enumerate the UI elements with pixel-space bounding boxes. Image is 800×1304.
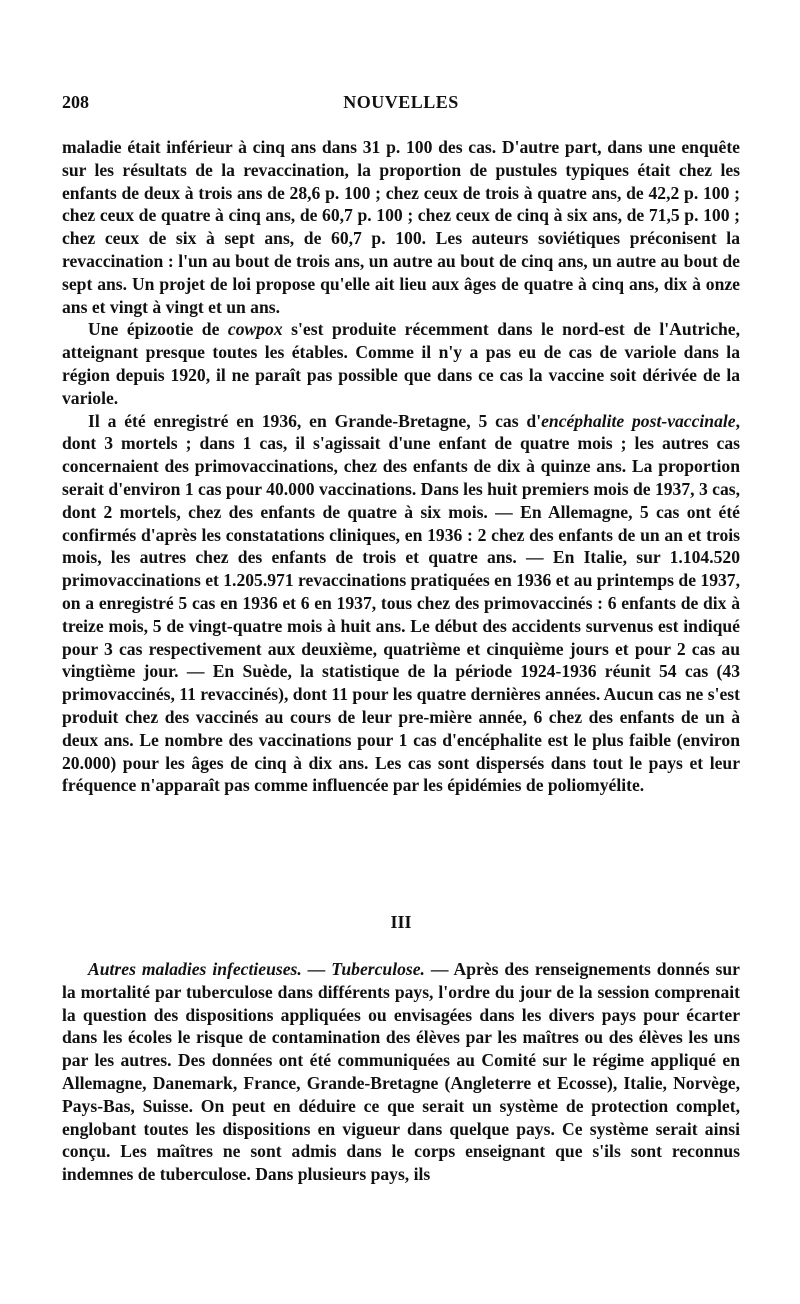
text-run: Une épizootie de bbox=[88, 319, 228, 340]
page-number: 208 bbox=[62, 92, 89, 112]
text-run: s'est produite récemment dans le nord-est de l'Autriche, atteignant presque toutes les étables. Comme il n'y a pas eu de cas de variole dans la région depuis 1920, il ne paraît pas possible que dans ce cas la vaccine soit dérivée de la variole. bbox=[62, 319, 741, 408]
text-run-italic: encéphalite post-vaccinale bbox=[541, 410, 736, 431]
paragraph-revaccination bbox=[62, 136, 740, 318]
paragraph-tuberculose bbox=[62, 958, 740, 1186]
section-heading: III bbox=[390, 912, 412, 932]
running-title: NOUVELLES bbox=[343, 92, 459, 112]
paragraph-encephalite bbox=[62, 410, 740, 798]
text-run: , dont 3 mortels ; dans 1 cas, il s'agissait d'une enfant de quatre mois ; les autres cas concernaient des primovaccinations, chez des enfants de dix à quinze ans. La proportion serait d'environ 1 cas pour 40.000 vaccinations. Dans les huit premiers mois de 1937, 3 cas, dont 2 mortels, chez des enfants de quatre à six mois. — En Allemagne, 5 cas ont été confirmés d'après les constatations cliniques, en 1936 : 2 chez des enfants de un an et trois mois, les autres chez des enfants de trois et quatre ans. — En Italie, sur 1.104.520 primovaccinations et 1.205.971 revaccinations pratiquées en 1936 et au printemps de 1937, on a enregistré 5 cas en 1936 et 6 en 1937, tous chez des primovaccinés : 6 enfants de dix à treize mois, 5 de vingt-quatre mois à huit ans. Le début des accidents survenus est indiqué pour 3 cas respectivement aux deuxième, quatrième et cinquième jours et pour 2 cas au vingtième jour. — En Suède, la statistique de la période 1924-1936 réunit 54 cas (43 primovaccinés, 11 revaccinés), dont 11 pour les quatre dernières années. Aucun cas ne s'est produit chez des vaccinés au cours de leur pre-mière année, 6 chez des enfants de un à deux ans. Le nombre des vaccinations pour 1 cas d'encéphalite est le plus faible (environ 20.000) pour les âges de cinq à dix ans. Les cas sont dispersés dans tout le pays et leur fréquence n'apparaît pas comme influencée par les épidémies de poliomyélite. bbox=[62, 410, 741, 796]
text-run: maladie était inférieur à cinq ans dans 31 p. 100 des cas. D'autre part, dans une enquête sur les résultats de la revaccination, la proportion de pustules typiques était chez les enfants de deux à trois ans de 28,6 p. 100 ; chez ceux de trois à quatre ans, de 42,2 p. 100 ; chez ceux de quatre à cinq ans, de 60,7 p. 100 ; chez ceux de cinq à six ans, de 71,5 p. 100 ; chez ceux de six à sept ans, de 60,7 p. 100. Les auteurs soviétiques préconisent la revaccination : l'un au bout de trois ans, un autre au bout de cinq ans, un autre au bout de sept ans. Un projet de loi propose qu'elle ait lieu aux âges de quatre à cinq ans, dix à onze ans et vingt à vingt et un ans. bbox=[62, 137, 740, 317]
paragraph-cowpox bbox=[62, 318, 740, 409]
text-run-italic: Autres maladies infectieuses. — Tuberculose. bbox=[88, 959, 425, 979]
text-run-italic: cowpox bbox=[227, 319, 283, 340]
text-run: — Après des renseignements donnés sur la mortalité par tuberculose dans différents pays, l'ordre du jour de la session comprenait la question des dispositions appliquées ou envisagées dans les divers pays pour écarter dans les écoles le risque de contamination des élèves par les maîtres ou des élèves les uns par les autres. Des données ont été communiquées au Comité sur le régime appliqué en Allemagne, Danemark, France, Grande-Bretagne (Angleterre et Ecosse), Italie, Norvège, Pays-Bas, Suisse. On peut en déduire ce que serait un système de protection complet, englobant toutes les dispositions en vigueur dans quelque pays. Ce système serait ainsi conçu. Les maîtres ne sont admis dans le corps enseignant que s'ils sont reconnus indemnes de tuberculose. Dans plusieurs pays, ils bbox=[62, 959, 740, 1185]
section-text bbox=[62, 958, 740, 1186]
body-text bbox=[62, 136, 740, 797]
running-head bbox=[62, 92, 740, 116]
text-run: Il a été enregistré en 1936, en Grande-Bretagne, 5 cas d' bbox=[88, 410, 542, 431]
